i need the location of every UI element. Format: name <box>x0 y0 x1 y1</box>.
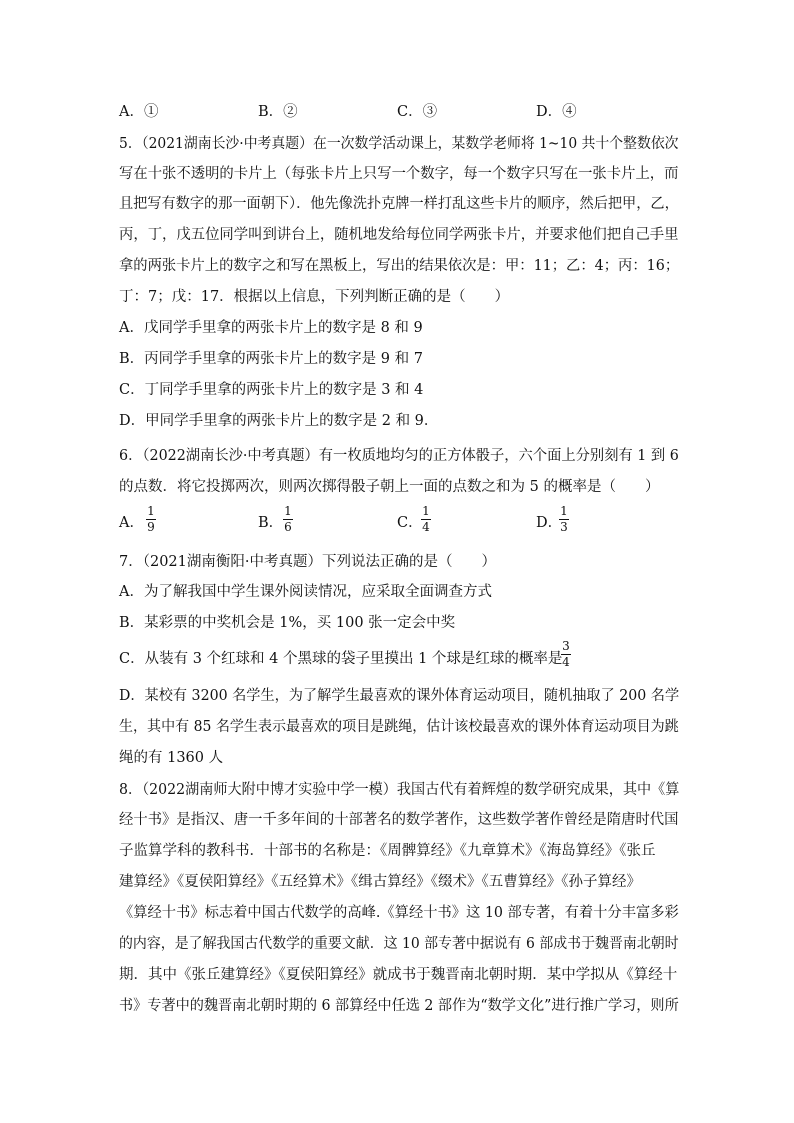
q5-option-b: B．丙同学手里拿的两张卡片上的数字是 9 和 7 <box>119 351 423 367</box>
q6-option-b-fraction <box>283 505 293 534</box>
q8-stem-line: 的内容，是了解我国古代数学的重要文献．这 10 部专著中据说有 6 部成书于魏晋南北朝时 <box>119 936 679 952</box>
q4-option-c: C．③ <box>397 104 438 120</box>
fraction-denominator: 9 <box>147 520 155 534</box>
q4-option-b: B．② <box>258 104 298 120</box>
fraction-denominator: 4 <box>562 655 570 669</box>
fraction-numerator: 1 <box>147 504 155 518</box>
q5-option-d: D．甲同学手里拿的两张卡片上的数字是 2 和 9． <box>119 413 439 429</box>
q6-option-d-fraction <box>559 505 569 534</box>
q7-option-a: A．为了解我国中学生课外阅读情况，应采取全面调查方式 <box>119 584 492 600</box>
fraction-numerator: 1 <box>284 504 292 518</box>
q8-stem-line: 子监算学科的教科书．十部书的名称是：《周髀算经》《九章算术》《海岛算经》《张丘 <box>119 843 656 859</box>
q5-stem-line: 写在十张不透明的卡片上（每张卡片上只写一个数字，每一个数字只写在一张卡片上，而 <box>119 166 679 182</box>
q5-option-c: C．丁同学手里拿的两张卡片上的数字是 3 和 4 <box>119 382 424 398</box>
q6-stem-line: 的点数．将它投掷两次，则两次掷得骰子朝上一面的点数之和为 5 的概率是（ ） <box>119 479 660 495</box>
q8-stem-line: 期．其中《张丘建算经》《夏侯阳算经》就成书于魏晋南北朝时期．某中学拟从《算经十 <box>119 967 678 983</box>
q4-option-a: A．① <box>119 104 159 120</box>
fraction-denominator: 4 <box>422 520 430 534</box>
q7-option-d-line: 生，其中有 85 名学生表示最喜欢的项目是跳绳，估计该校最喜欢的课外体育运动项目为跳 <box>119 719 679 735</box>
q8-stem-line: 8．（2022湖南师大附中博才实验中学一模）我国古代有着辉煌的数学研究成果，其中《算 <box>119 782 680 798</box>
q6-option-d-label: D． <box>536 515 563 531</box>
fraction-denominator: 6 <box>284 520 292 534</box>
q6-option-c-label: C． <box>397 515 423 531</box>
q7-stem: 7．（2021湖南衡阳·中考真题）下列说法正确的是（ ） <box>119 554 496 570</box>
fraction-numerator: 1 <box>560 504 568 518</box>
q6-option-a-label: A． <box>119 515 144 531</box>
q8-stem-line: 《算经十书》标志着中国古代数学的高峰.《算经十书》这 10 部专著，有着十分丰富多彩 <box>119 905 679 921</box>
q7-option-d-line: D．某校有 3200 名学生，为了解学生最喜欢的课外体育运动项目，随机抽取了 200 名学 <box>119 688 680 704</box>
q5-stem-line: 拿的两张卡片上的数字之和写在黑板上，写出的结果依次是：甲：11；乙：4；丙：16； <box>119 258 680 274</box>
q5-stem-line: 且把写有数字的那一面朝下）．他先像洗扑克牌一样打乱这些卡片的顺序，然后把甲，乙， <box>119 196 679 212</box>
q5-option-a: A．戊同学手里拿的两张卡片上的数字是 8 和 9 <box>119 320 423 336</box>
q6-stem-line: 6．（2022湖南长沙·中考真题）有一枚质地均匀的正方体骰子，六个面上分别刻有 1 到 6 <box>119 448 679 464</box>
q5-stem-line: 丁：7；戊：17．根据以上信息，下列判断正确的是（ ） <box>119 289 510 305</box>
q4-option-d: D．④ <box>536 104 577 120</box>
fraction-numerator: 3 <box>562 639 570 653</box>
q8-stem-line: 建算经》《夏侯阳算经》《五经算术》《缉古算经》《缀术》《五曹算经》《孙子算经》 <box>119 874 641 890</box>
q5-stem-line: 丙，丁，戊五位同学叫到讲台上，随机地发给每位同学两张卡片，并要求他们把自己手里 <box>119 227 679 243</box>
q7-option-c-fraction <box>561 640 571 669</box>
q6-option-b-label: B． <box>258 515 284 531</box>
q8-stem-line: 书》专著中的魏晋南北朝时期的 6 部算经中任选 2 部作为“数学文化”进行推广学习，则所 <box>119 998 679 1014</box>
q6-option-c-fraction <box>421 505 431 534</box>
q7-option-c: C．从装有 3 个红球和 4 个黑球的袋子里摸出 1 个球是红球的概率是 <box>119 651 563 667</box>
q7-option-d-line: 绳的有 1360 人 <box>119 750 224 766</box>
q6-option-a-fraction <box>146 505 156 534</box>
fraction-denominator: 3 <box>560 520 568 534</box>
q5-stem-line: 5．（2021湖南长沙·中考真题）在一次数学活动课上，某数学老师将 1~10 共十个整数依次 <box>119 136 679 152</box>
fraction-numerator: 1 <box>422 504 430 518</box>
q8-stem-line: 经十书》是指汉、唐一千多年间的十部著名的数学著作，这些数学著作曾经是隋唐时代国 <box>119 812 679 828</box>
q7-option-b: B．某彩票的中奖机会是 1%，买 100 张一定会中奖 <box>119 615 456 631</box>
